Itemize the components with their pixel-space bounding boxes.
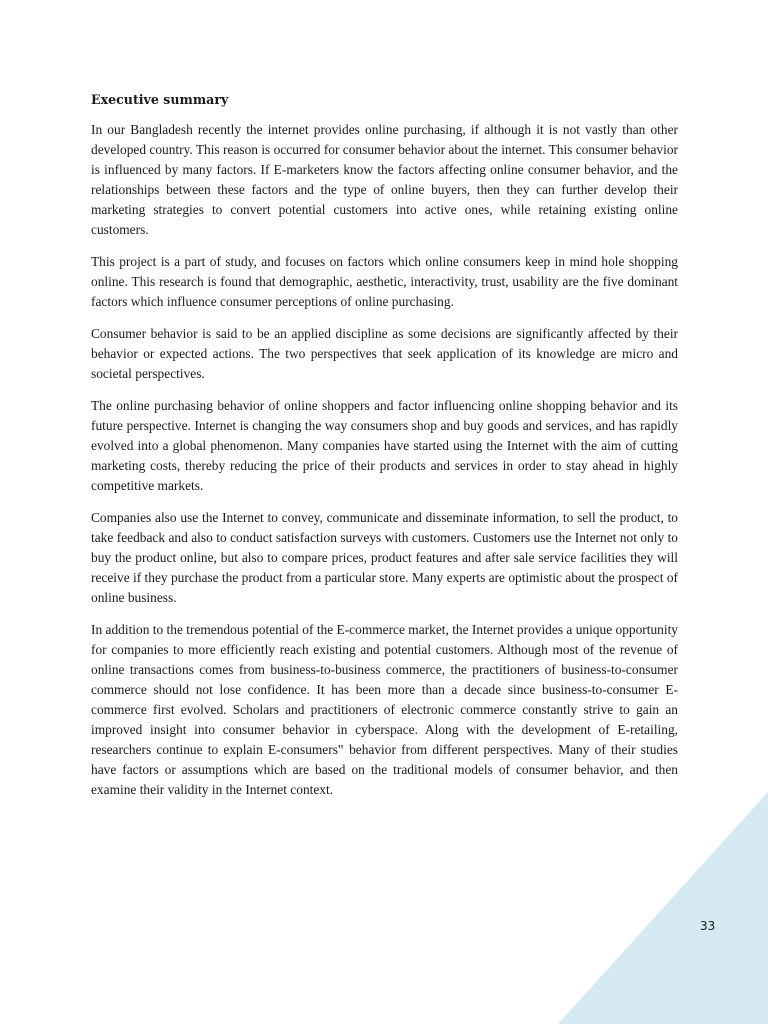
page-number: 33 xyxy=(700,919,716,933)
paragraph-6: In addition to the tremendous potential of the E-commerce market, the Internet provides a unique opportunity for companies to more efficiently reach existing and potential customers. Although most of the revenue of online transactions comes from business-to-business commerce, the practitioners of business-to-consumer commerce should not lose confidence. It has been more than a decade since business-to-consumer E-commerce first evolved. Scholars and practitioners of electronic commerce constantly strive to gain an improved insight into consumer behavior in cyberspace. Along with the development of E-retailing, researchers continue to explain E-consumers‟ behavior from different perspectives. Many of their studies have factors or assumptions which are based on the traditional models of consumer behavior, and then examine their validity in the Internet context. xyxy=(91,622,678,797)
document-body xyxy=(91,90,678,812)
paragraph-2: This project is a part of study, and focuses on factors which online consumers keep in mind hole shopping online. This research is found that demographic, aesthetic, interactivity, trust, usability are the five dominant factors which influence consumer perceptions of online purchasing. xyxy=(91,254,678,309)
paragraph-3: Consumer behavior is said to be an applied discipline as some decisions are significantly affected by their behavior or expected actions. The two perspectives that seek application of its knowledge are micro and societal perspectives. xyxy=(91,326,678,381)
paragraph-1: In our Bangladesh recently the internet provides online purchasing, if although it is not vastly than other developed country. This reason is occurred for consumer behavior about the internet. This consumer behavior is influenced by many factors. If E-marketers know the factors affecting online consumer behavior, and the relationships between these factors and the type of online buyers, then they can further develop their marketing strategies to convert potential customers into active ones, while retaining existing online customers. xyxy=(91,122,678,237)
corner-decoration-triangle xyxy=(558,792,768,1024)
section-heading: Executive summary xyxy=(91,92,229,107)
paragraph-5: Companies also use the Internet to convey, communicate and disseminate information, to sell the product, to take feedback and also to conduct satisfaction surveys with customers. Customers use the Internet not only to buy the product online, but also to compare prices, product features and after sale service facilities they will receive if they purchase the product from a particular store. Many experts are optimistic about the prospect of online business. xyxy=(91,510,678,605)
paragraph-4: The online purchasing behavior of online shoppers and factor influencing online shopping behavior and its future perspective. Internet is changing the way consumers shop and buy goods and services, and has rapidly evolved into a global phenomenon. Many companies have started using the Internet with the aim of cutting marketing costs, thereby reducing the price of their products and services in order to stay ahead in highly competitive markets. xyxy=(91,398,678,493)
